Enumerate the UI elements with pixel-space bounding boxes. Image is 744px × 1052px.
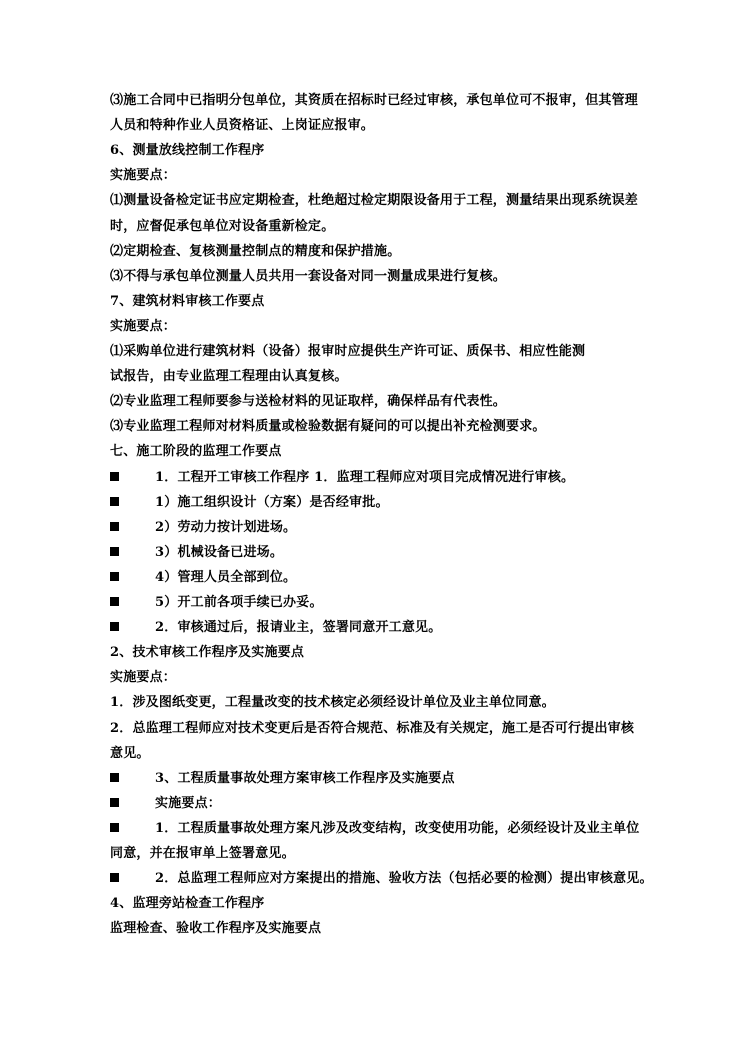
bullet-text: 1．工程质量事故处理方案凡涉及改变结构，改变使用功能，必须经设计及业主单位 bbox=[155, 821, 640, 836]
text-line: 实施要点： bbox=[110, 670, 177, 685]
square-bullet-icon bbox=[110, 522, 119, 531]
text-line: ⑵专业监理工程师要参与送检材料的见证取样，确保样品有代表性。 bbox=[110, 394, 507, 409]
bullet-list-item bbox=[110, 618, 650, 638]
bullet-text: 2）劳动力按计划进场。 bbox=[155, 520, 297, 535]
bullet-text: 实施要点： bbox=[155, 796, 222, 811]
bullet-list-item bbox=[110, 593, 650, 613]
text-line: ⑴采购单位进行建筑材料（设备）报审时应提供生产许可证、质保书、相应性能测 bbox=[110, 344, 586, 359]
square-bullet-icon bbox=[110, 572, 119, 581]
bullet-list-item bbox=[110, 518, 650, 538]
square-bullet-icon bbox=[110, 798, 119, 807]
text-line: 1．涉及图纸变更，工程量改变的技术核定必须经设计单位及业主单位同意。 bbox=[110, 695, 555, 710]
square-bullet-icon bbox=[110, 823, 119, 832]
text-line: 7、建筑材料审核工作要点 bbox=[110, 294, 265, 309]
text-line: ⑶施工合同中已指明分包单位，其资质在招标时已经过审核，承包单位可不报审，但其管理 bbox=[110, 93, 639, 108]
text-line: ⑵定期检查、复核测量控制点的精度和保护措施。 bbox=[110, 244, 401, 259]
bullet-list-item bbox=[110, 543, 650, 563]
bullet-text: 2．总监理工程师应对方案提出的措施、验收方法（包括必要的检测）提出审核意见。 bbox=[155, 871, 653, 886]
text-line: 七、施工阶段的监理工作要点 bbox=[110, 444, 282, 459]
square-bullet-icon bbox=[110, 873, 119, 882]
square-bullet-icon bbox=[110, 597, 119, 606]
text-line: 人员和特种作业人员资格证、上岗证应报审。 bbox=[110, 118, 375, 133]
text-line: 2、技术审核工作程序及实施要点 bbox=[110, 645, 305, 660]
bullet-text: 1）施工组织设计（方案）是否经审批。 bbox=[155, 495, 389, 510]
square-bullet-icon bbox=[110, 497, 119, 506]
text-line: 监理检查、验收工作程序及实施要点 bbox=[110, 921, 322, 936]
bullet-list-item bbox=[110, 493, 650, 513]
text-line: 试报告，由专业监理工程理由认真复核。 bbox=[110, 369, 348, 384]
bullet-list-item bbox=[110, 769, 650, 789]
square-bullet-icon bbox=[110, 472, 119, 481]
bullet-text: 1．工程开工审核工作程序 1．监理工程师应对项目完成情况进行审核。 bbox=[155, 470, 575, 485]
text-line: 意见。 bbox=[110, 746, 150, 761]
bullet-text: 5）开工前各项手续已办妥。 bbox=[155, 595, 323, 610]
bullet-list-item bbox=[110, 794, 650, 814]
text-line: ⑴测量设备检定证书应定期检查，杜绝超过检定期限设备用于工程，测量结果出现系统误差 bbox=[110, 193, 639, 208]
text-line: 6、测量放线控制工作程序 bbox=[110, 143, 265, 158]
bullet-text: 2．审核通过后，报请业主，签署同意开工意见。 bbox=[155, 620, 442, 635]
square-bullet-icon bbox=[110, 622, 119, 631]
text-line: 同意，并在报审单上签署意见。 bbox=[110, 846, 295, 861]
text-line: 实施要点： bbox=[110, 168, 177, 183]
text-line: ⑶专业监理工程师对材料质量或检验数据有疑问的可以提出补充检测要求。 bbox=[110, 419, 546, 434]
text-line: 实施要点： bbox=[110, 319, 177, 334]
bullet-text: 3）机械设备已进场。 bbox=[155, 545, 284, 560]
bullet-list-item bbox=[110, 819, 650, 839]
square-bullet-icon bbox=[110, 773, 119, 782]
bullet-text: 3、工程质量事故处理方案审核工作程序及实施要点 bbox=[155, 771, 455, 786]
text-line: 4、监理旁站检查工作程序 bbox=[110, 896, 265, 911]
square-bullet-icon bbox=[110, 547, 119, 556]
bullet-text: 4）管理人员全部到位。 bbox=[155, 570, 297, 585]
text-line: ⑶不得与承包单位测量人员共用一套设备对同一测量成果进行复核。 bbox=[110, 269, 507, 284]
text-line: 时，应督促承包单位对设备重新检定。 bbox=[110, 219, 335, 234]
text-line: 2．总监理工程师应对技术变更后是否符合规范、标准及有关规定，施工是否可行提出审核 bbox=[110, 721, 635, 736]
bullet-list-item bbox=[110, 869, 653, 889]
bullet-list-item bbox=[110, 568, 650, 588]
bullet-list-item bbox=[110, 468, 650, 488]
